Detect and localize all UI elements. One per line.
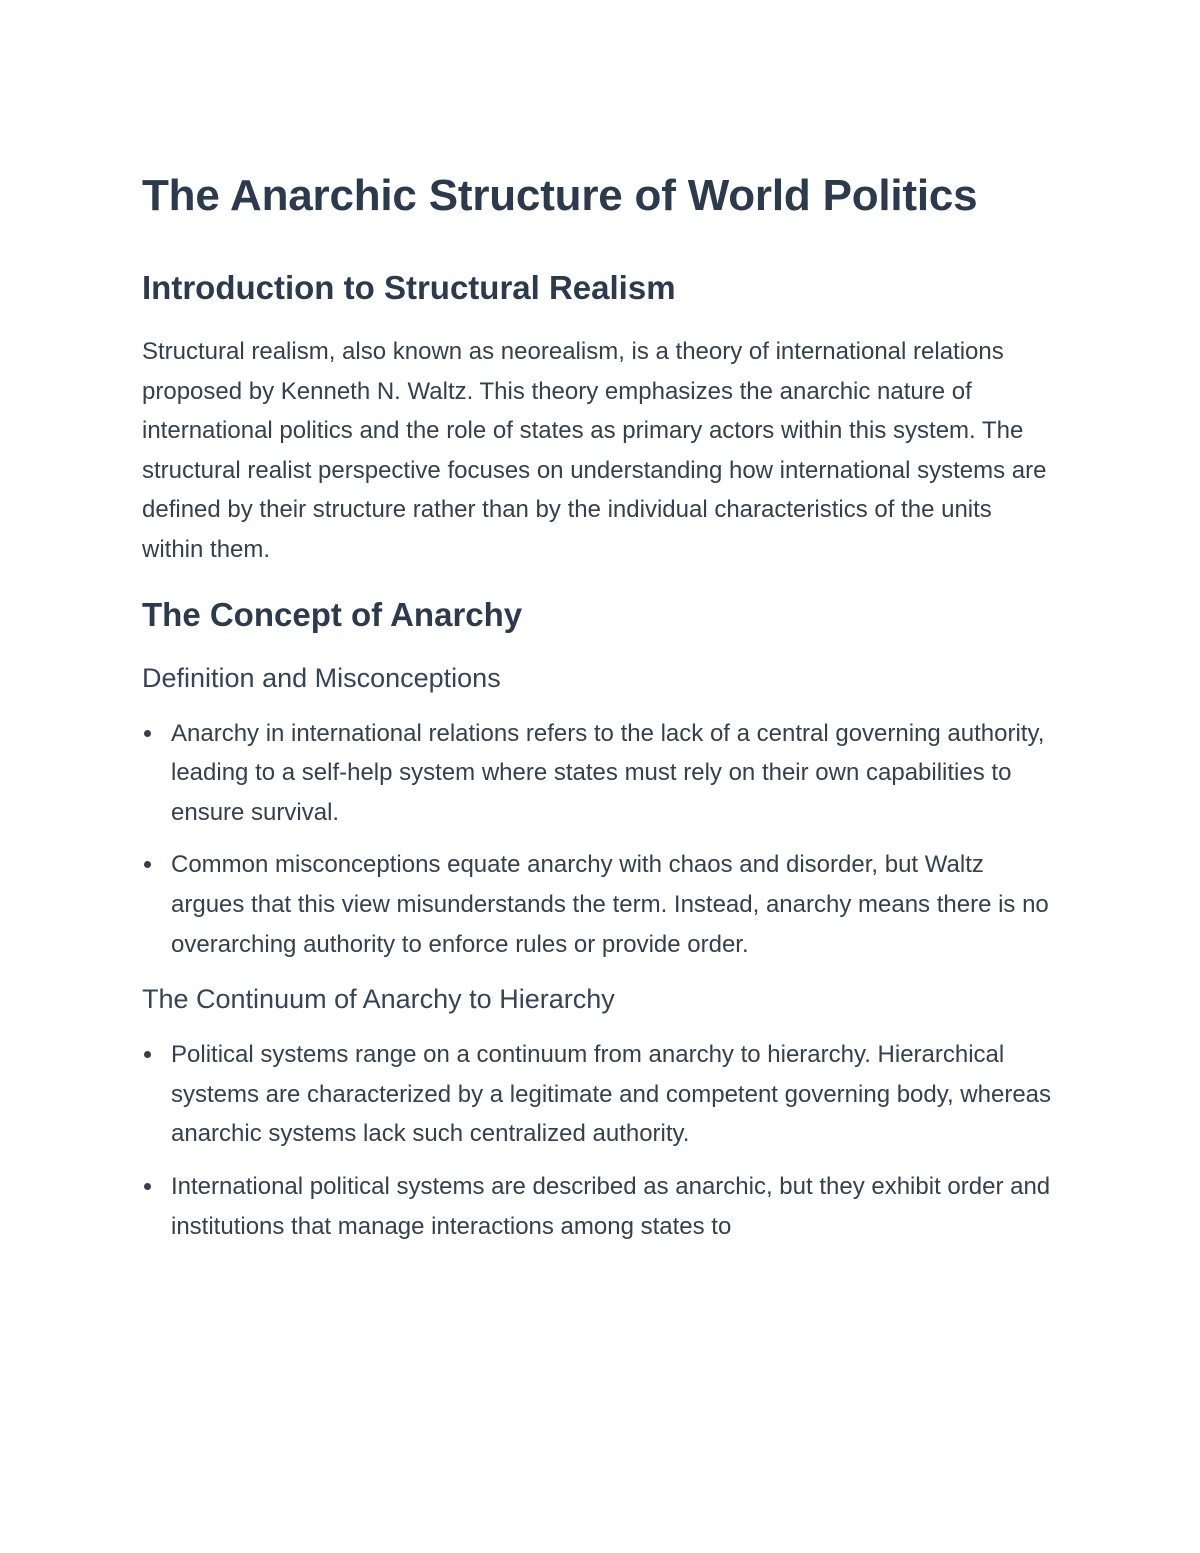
list-item-text: International political systems are described as anarchic, but they exhibit order and institutions that manage interactions among states to: [171, 1172, 1051, 1240]
list-item: [142, 1167, 1052, 1246]
bullet-icon: [144, 1051, 151, 1058]
document-page: [142, 165, 1052, 1259]
subsection-heading-continuum: The Continuum of Anarchy to Hierarchy: [142, 984, 615, 1015]
list-item: [142, 1035, 1052, 1154]
bullet-list-definition: [142, 714, 1052, 965]
list-item-text: Political systems range on a continuum from anarchy to hierarchy. Hierarchical systems are characterized by a legitimate and competent governing body, whereas anarchic systems lack such centralized authority.: [171, 1041, 1052, 1148]
section-heading-structural-realism: Introduction to Structural Realism: [142, 269, 676, 306]
bullet-icon: [144, 861, 151, 868]
bullet-icon: [144, 730, 151, 737]
bullet-list-continuum: [142, 1035, 1052, 1246]
document-title: The Anarchic Structure of World Politics: [142, 171, 978, 220]
section-paragraph-structural-realism: Structural realism, also known as neorealism, is a theory of international relations proposed by Kenneth N. Waltz. This theory emphasizes the anarchic nature of international politics and the role of states as primary actors within this system. The structural realist perspective focuses on understanding how international systems are defined by their structure rather than by the individual characteristics of the units within them.: [142, 338, 1047, 563]
list-item: [142, 845, 1052, 964]
subsection-heading-definition: Definition and Misconceptions: [142, 662, 501, 693]
section-heading-concept-of-anarchy: The Concept of Anarchy: [142, 595, 523, 633]
list-item-text: Common misconceptions equate anarchy with chaos and disorder, but Waltz argues that this view misunderstands the term. Instead, anarchy means there is no overarching authority to enforce rules or provide order.: [171, 851, 1049, 958]
list-item-text: Anarchy in international relations refers to the lack of a central governing authority, leading to a self-help system where states must rely on their own capabilities to ensure survival.: [171, 719, 1045, 826]
bullet-icon: [144, 1183, 151, 1190]
list-item: [142, 714, 1052, 833]
